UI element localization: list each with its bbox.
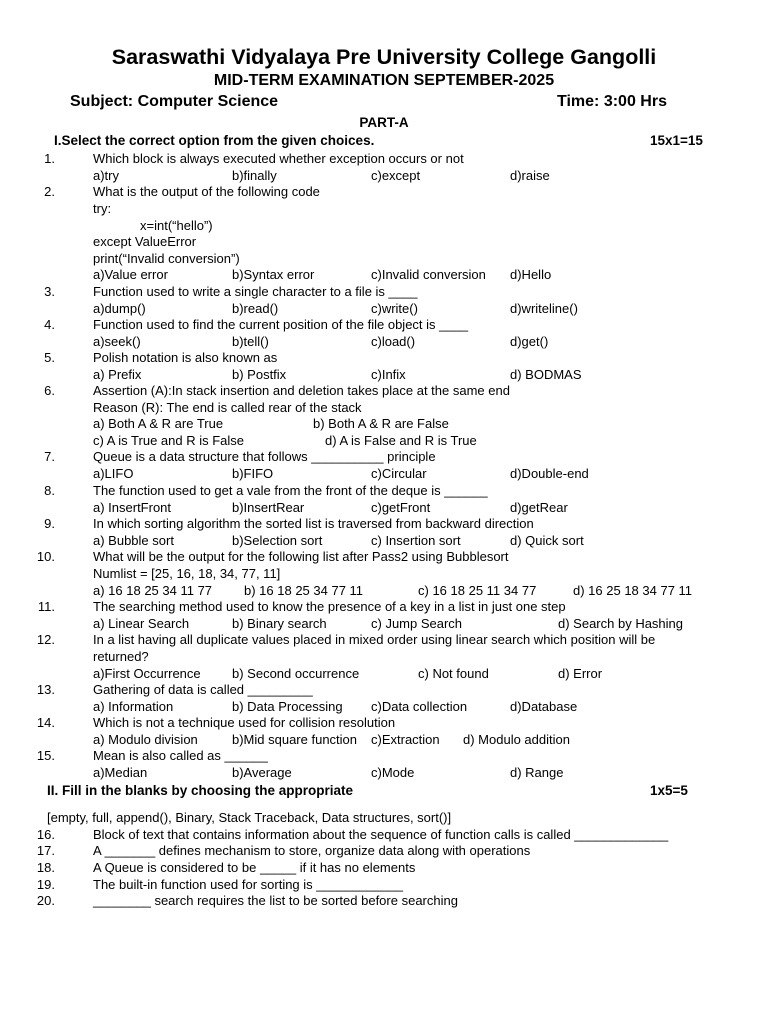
question-text: In a list having all duplicate values placed in mixed order using linear search which position will be [93,632,656,647]
answer-option: a) Modulo division [93,732,198,747]
answer-option: c)except [371,168,421,183]
question-number: 18. [36,860,55,875]
code-line: try: [93,201,112,216]
answer-option: a) Bubble sort [93,533,174,548]
answer-option: d) Range [510,765,564,780]
question-number: 9. [44,516,55,531]
section1-title: I.Select the correct option from the given choices. [54,133,375,148]
question-text: Which block is always executed whether exception occurs or not [93,151,464,166]
question-number: 5. [44,350,55,365]
answer-option: c)load() [371,334,416,349]
answer-option: a) Prefix [93,367,142,382]
question-number: 7. [44,449,55,464]
question-text: Function used to write a single character to a file is ____ [93,284,418,299]
answer-option: c) Not found [418,666,489,681]
answer-option: a) 16 18 25 34 11 77 [93,583,213,598]
answer-option: c)write() [371,301,418,316]
exam-title: MID-TERM EXAMINATION SEPTEMBER-2025 [213,72,555,89]
answer-option: a)try [93,168,119,183]
answer-option: a) Both A & R are True [93,416,224,431]
answer-option: c)Data collection [371,699,468,714]
code-line: except ValueError [93,234,197,249]
section1-marks: 15x1=15 [650,133,703,148]
answer-option: d) BODMAS [510,367,582,382]
answer-option: c)getFront [371,500,431,515]
question-number: 2. [44,184,55,199]
code-line: x=int(“hello”) [140,217,213,233]
question-text: In which sorting algorithm the sorted list is traversed from backward direction [93,516,534,531]
answer-option: c) 16 18 25 11 34 77 [418,583,537,598]
answer-option: c)Circular [371,466,427,481]
answer-option: c)Mode [371,765,415,780]
section2-title: II. Fill in the blanks by choosing the appropriate [47,783,354,798]
question-text-cont: Reason (R): The end is called rear of the stack [93,400,362,415]
answer-option: a) Information [93,699,174,714]
question-number: 16. [36,827,55,842]
question-text: Function used to find the current position of the file object is ____ [93,317,469,332]
answer-option: b) Postfix [232,367,287,382]
answer-option: d) Modulo addition [463,732,570,747]
question-number: 10. [36,549,55,564]
question-text-cont: Numlist = [25, 16, 18, 34, 77, 11] [93,566,281,581]
answer-option: c)Invalid conversion [371,267,486,282]
question-text: The function used to get a vale from the front of the deque is ______ [93,483,488,498]
question-number: 4. [44,317,55,332]
answer-option: d)writeline() [510,301,578,316]
answer-option: c)Extraction [371,732,440,747]
answer-option: d) A is False and R is True [325,433,477,448]
answer-option: b)Mid square function [232,732,358,747]
answer-option: c)Infix [371,367,406,382]
answer-option: d)getRear [510,500,568,515]
question-text: Polish notation is also known as [93,350,278,365]
subject-label: Subject: Computer Science [70,93,279,110]
question-text: Assertion (A):In stack insertion and deletion takes place at the same end [93,383,510,398]
question-number: 12. [36,632,55,647]
answer-option: a)First Occurrence [93,666,201,681]
answer-option: c) A is True and R is False [93,433,245,448]
answer-option: b) 16 18 25 34 77 11 [244,583,364,598]
question-number: 6. [44,383,55,398]
answer-option: a)Median [93,765,148,780]
question-number: 13. [36,682,55,697]
time-label: Time: 3:00 Hrs [557,93,667,110]
answer-option: d)raise [510,168,550,183]
answer-option: b)finally [232,168,277,183]
question-number: 15. [36,748,55,763]
question-number: 19. [36,877,55,892]
question-number: 3. [44,284,55,299]
question-number: 1. [44,151,55,166]
question-text: Which is not a technique used for collision resolution [93,715,396,730]
answer-option: a)dump() [93,301,146,316]
answer-option: b) Binary search [232,616,327,631]
answer-option: a)seek() [93,334,141,349]
question-text: Mean is also called as ______ [93,748,268,763]
school-name: Saraswathi Vidyalaya Pre University College Gangolli [111,45,657,69]
answer-option: b)read() [232,301,279,316]
answer-option: b)tell() [232,334,269,349]
blank-question-text: A Queue is considered to be _____ if it has no elements [93,860,416,875]
question-number: 14. [36,715,55,730]
part-heading: PART-A [359,115,409,130]
answer-option: d)Double-end [510,466,589,481]
answer-option: a)LIFO [93,466,134,481]
answer-option: b) Second occurrence [232,666,360,681]
blank-question-text: A _______ defines mechanism to store, organize data along with operations [93,843,531,858]
blank-question-text: ________ search requires the list to be sorted before searching [93,893,458,908]
question-text: Queue is a data structure that follows __________ principle [93,449,436,464]
answer-option: d) Error [558,666,603,681]
answer-option: b)InsertRear [232,500,305,515]
answer-option: b)FIFO [232,466,274,481]
answer-option: a) Linear Search [93,616,190,631]
answer-option: a)Value error [93,267,168,282]
answer-option: c) Insertion sort [371,533,461,548]
blank-question-text: Block of text that contains information about the sequence of function calls is called _____________ [93,827,669,842]
question-number: 11. [37,599,55,614]
question-number: 17. [36,843,55,858]
answer-option: d) Search by Hashing [558,616,684,631]
answer-option: a) InsertFront [93,500,172,515]
question-text: What will be the output for the following list after Pass2 using Bubblesort [93,549,509,564]
section2-marks: 1x5=5 [650,783,688,798]
question-text: What is the output of the following code [93,184,320,199]
code-line: print(“Invalid conversion”) [93,250,240,266]
question-number: 8. [44,483,55,498]
answer-option: d) 16 25 18 34 77 11 [573,583,693,598]
answer-option: b) Data Processing [232,699,343,714]
blank-question-text: The built-in function used for sorting is ____________ [93,877,404,892]
question-text: The searching method used to know the presence of a key in a list in just one step [93,599,566,614]
question-text-cont: returned? [93,649,149,664]
answer-option: b)Selection sort [232,533,323,548]
answer-option: b) Both A & R are False [313,416,449,431]
fill-in-choices: [empty, full, append(), Binary, Stack Traceback, Data structures, sort()] [47,810,452,825]
answer-option: d)Database [510,699,578,714]
answer-option: d) Quick sort [510,533,584,548]
answer-option: b)Average [232,765,292,780]
question-number: 20. [36,893,55,908]
answer-option: d)Hello [510,267,552,282]
question-text: Gathering of data is called _________ [93,682,313,697]
answer-option: c) Jump Search [371,616,463,631]
answer-option: d)get() [510,334,549,349]
answer-option: b)Syntax error [232,267,315,282]
